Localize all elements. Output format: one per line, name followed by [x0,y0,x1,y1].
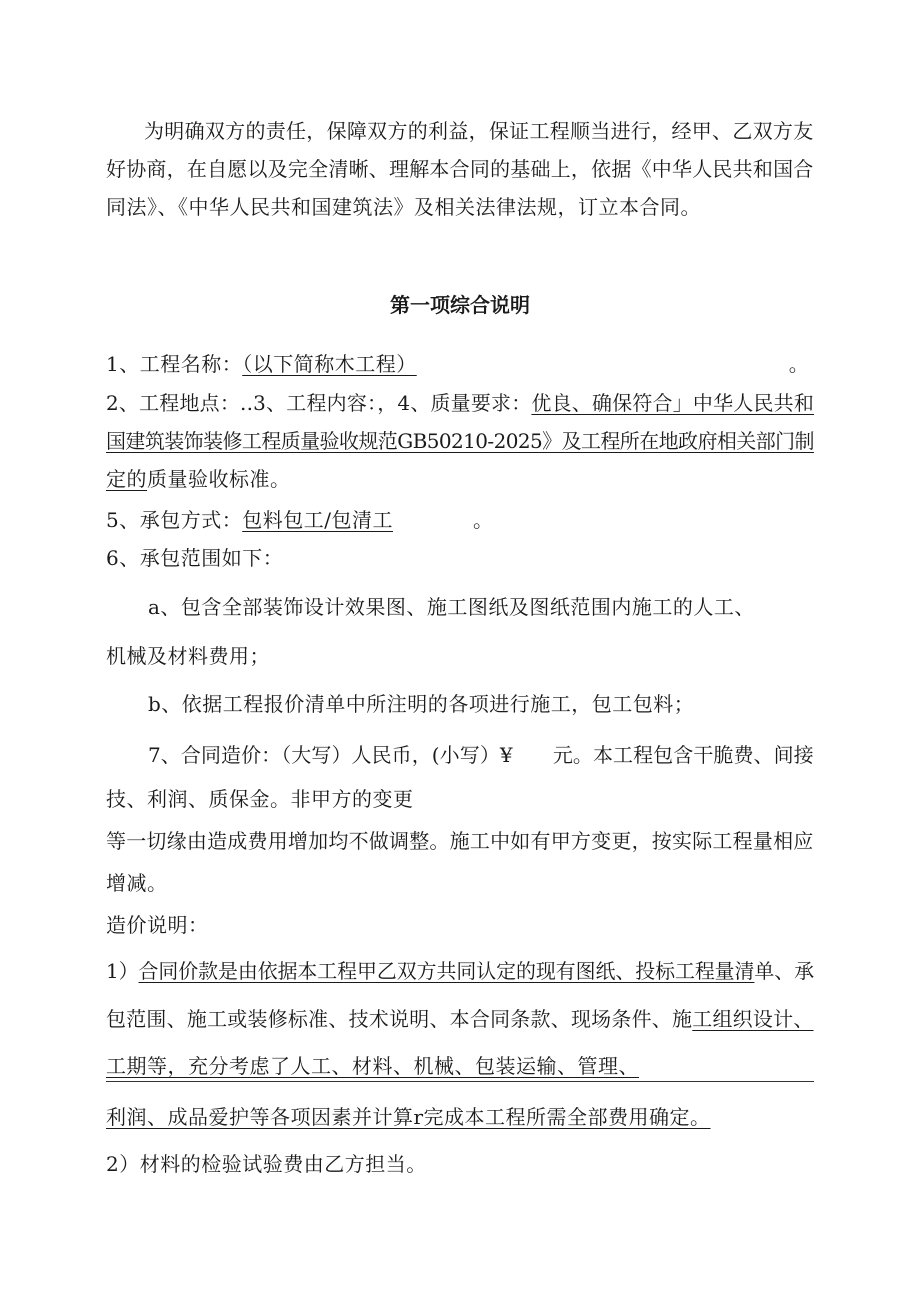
item-6: 6、承包范围如下： [106,546,284,570]
item-1 [106,350,809,378]
project-name-field: （以下简称木工程） [242,352,417,376]
item-2-line-3-underlined: 定的 [106,467,147,491]
pricing-1-line-1-rest: 单、承 [754,959,815,983]
item-2-label: 2、工程地点：..3、工程内容：，4、质量要求： [106,391,532,415]
item-2-line-2: 国建筑装饰装修工程质量验收规范GB50210-2025》及工程所在地政府相关部门制 [106,429,814,453]
item-2-line-1 [106,389,814,417]
item-1-label: 1、工程名称： [106,352,243,376]
pricing-title: 造价说明： [106,913,209,937]
item-7-line-1: 7、合同造价：（大写）人民币，(小写）¥ 元。本工程包含干脆费、间接 [148,743,814,767]
intro-line-3: 同法》、《中华人民共和国建筑法》及相关法律法规，订立本合同。 [106,195,701,219]
pricing-1-line-2-underlined: 工组织设计、 [692,1007,814,1031]
item-6a-line-1: a、包含全部装饰设计效果图、施工图纸及图纸范围内施工的人工、 [148,595,755,619]
section-title: 第一项综合说明 [390,293,530,317]
pricing-1-number: 1） [106,959,139,983]
intro-line-2: 好协商，在自愿以及完全清晰、理解本合同的基础上，依据《中华人民共和国合 [106,157,814,181]
item-5 [106,506,493,534]
item-5-end: 。 [472,508,494,532]
intro-line-1: 为明确双方的责任，保障双方的利益，保证工程顺当进行，经甲、乙双方友 [144,119,814,143]
horizontal-rule [106,1081,814,1082]
item-2-line-3-rest: 质量验收标准。 [147,467,291,491]
pricing-1-underlined: 合同价款是由依据本工程甲乙双方共同认定的现有图纸、投标工程量清 [138,959,755,983]
pricing-1-line-3: 工期等，充分考虑了人工、材料、机械、包装运输、管理、 [106,1054,639,1078]
item-6a-line-2: 机械及材料费用； [106,644,270,668]
item-6b: b、依据工程报价清单中所注明的各项进行施工，包工包料； [148,692,695,716]
item-7-line-4: 增减。 [106,871,168,895]
item-7-line-2: 技、利润、质保金。非甲方的变更 [106,787,414,811]
item-1-end: 。 [788,352,810,376]
pricing-1-line-2-text: 包范围、施工或装修标准、技术说明、本合同条款、现场条件、施 [106,1007,693,1031]
pricing-1-line-4: 利润、成品爱护等各项因素并计算r完成本工程所需全部费用确定。 [106,1105,711,1129]
item-5-label: 5、承包方式： [106,508,243,532]
item-7-line-3: 等一切缘由造成费用增加均不做调整。施工中如有甲方变更，按实际工程量相应 [106,829,814,853]
contract-mode-field: 包料包工/包清工 [242,508,393,532]
pricing-2: 2）材料的检验试验费由乙方担当。 [106,1152,427,1176]
pricing-1-line-2 [106,1005,814,1033]
pricing-1-line-1 [106,957,814,985]
item-2-line-3 [106,465,291,493]
quality-requirement-field: 优良、确保符合」中华人民共和 [531,391,815,415]
